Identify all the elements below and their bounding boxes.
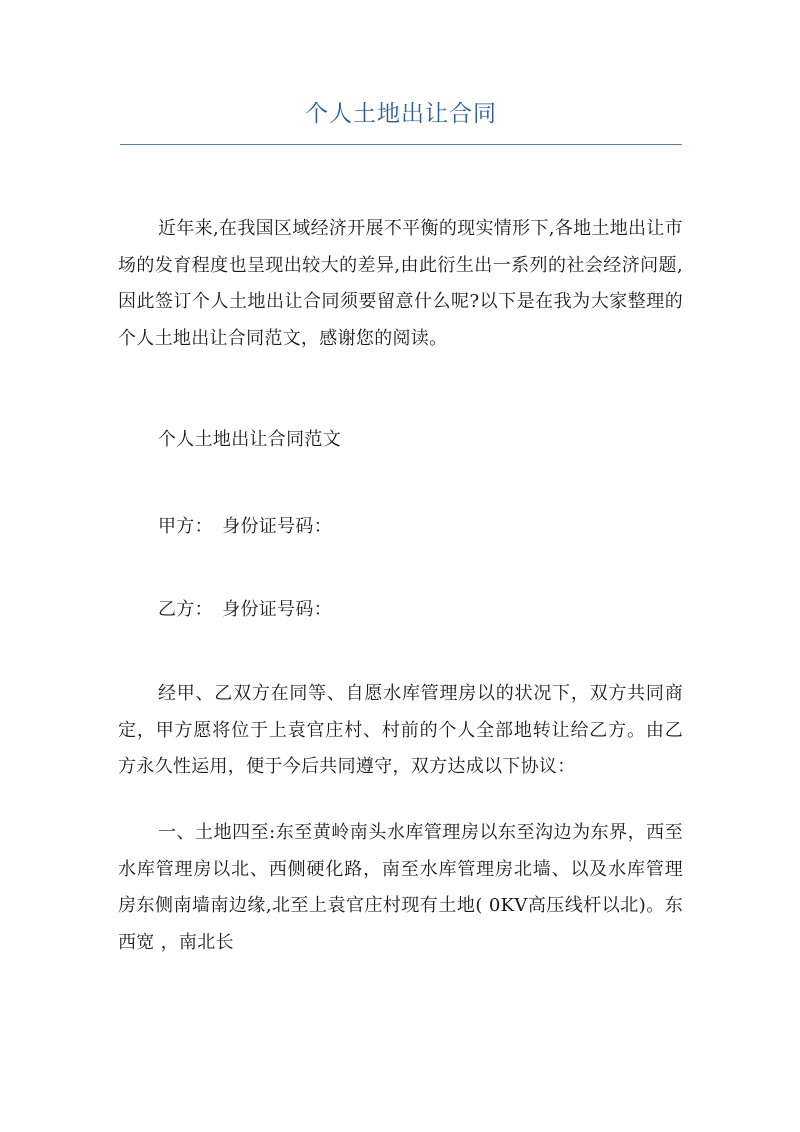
document-title: 个人土地出让合同 <box>305 101 497 127</box>
party-a-line: 甲方： 身份证号码： <box>158 516 332 537</box>
title-divider <box>120 144 682 145</box>
intro-paragraph: 近年来,在我国区域经济开展不平衡的现实情形下,各地土地出让市场的发育程度也呈现出较大的差异,由此衍生出一系列的社会经济问题,因此签订个人土地出让合同须要留意什么呢?以下是在我为大家整理的个人土地出让合同范文，感谢您的阅读。 <box>118 218 683 349</box>
agreement-paragraph: 经甲、乙双方在同等、自愿水库管理房以的状况下，双方共同商定，甲方愿将位于上袁官庄村、村前的个人全部地转让给乙方。由乙方永久性运用，便于今后共同遵守，双方达成以下协议： <box>118 683 683 777</box>
contract-heading-paragraph: 个人土地出让合同范文 <box>158 429 341 450</box>
clause-one-paragraph: 一、土地四至:东至黄岭南头水库管理房以东至沟边为东界，西至水库管理房以北、西侧硬化路，南至水库管理房北墙、以及水库管理房东侧南墙南边缘,北至上袁官庄村现有土地( 0KV高压线杆以北)。东西宽 ，南北长 <box>118 822 683 953</box>
party-b-line: 乙方： 身份证号码： <box>158 599 332 620</box>
